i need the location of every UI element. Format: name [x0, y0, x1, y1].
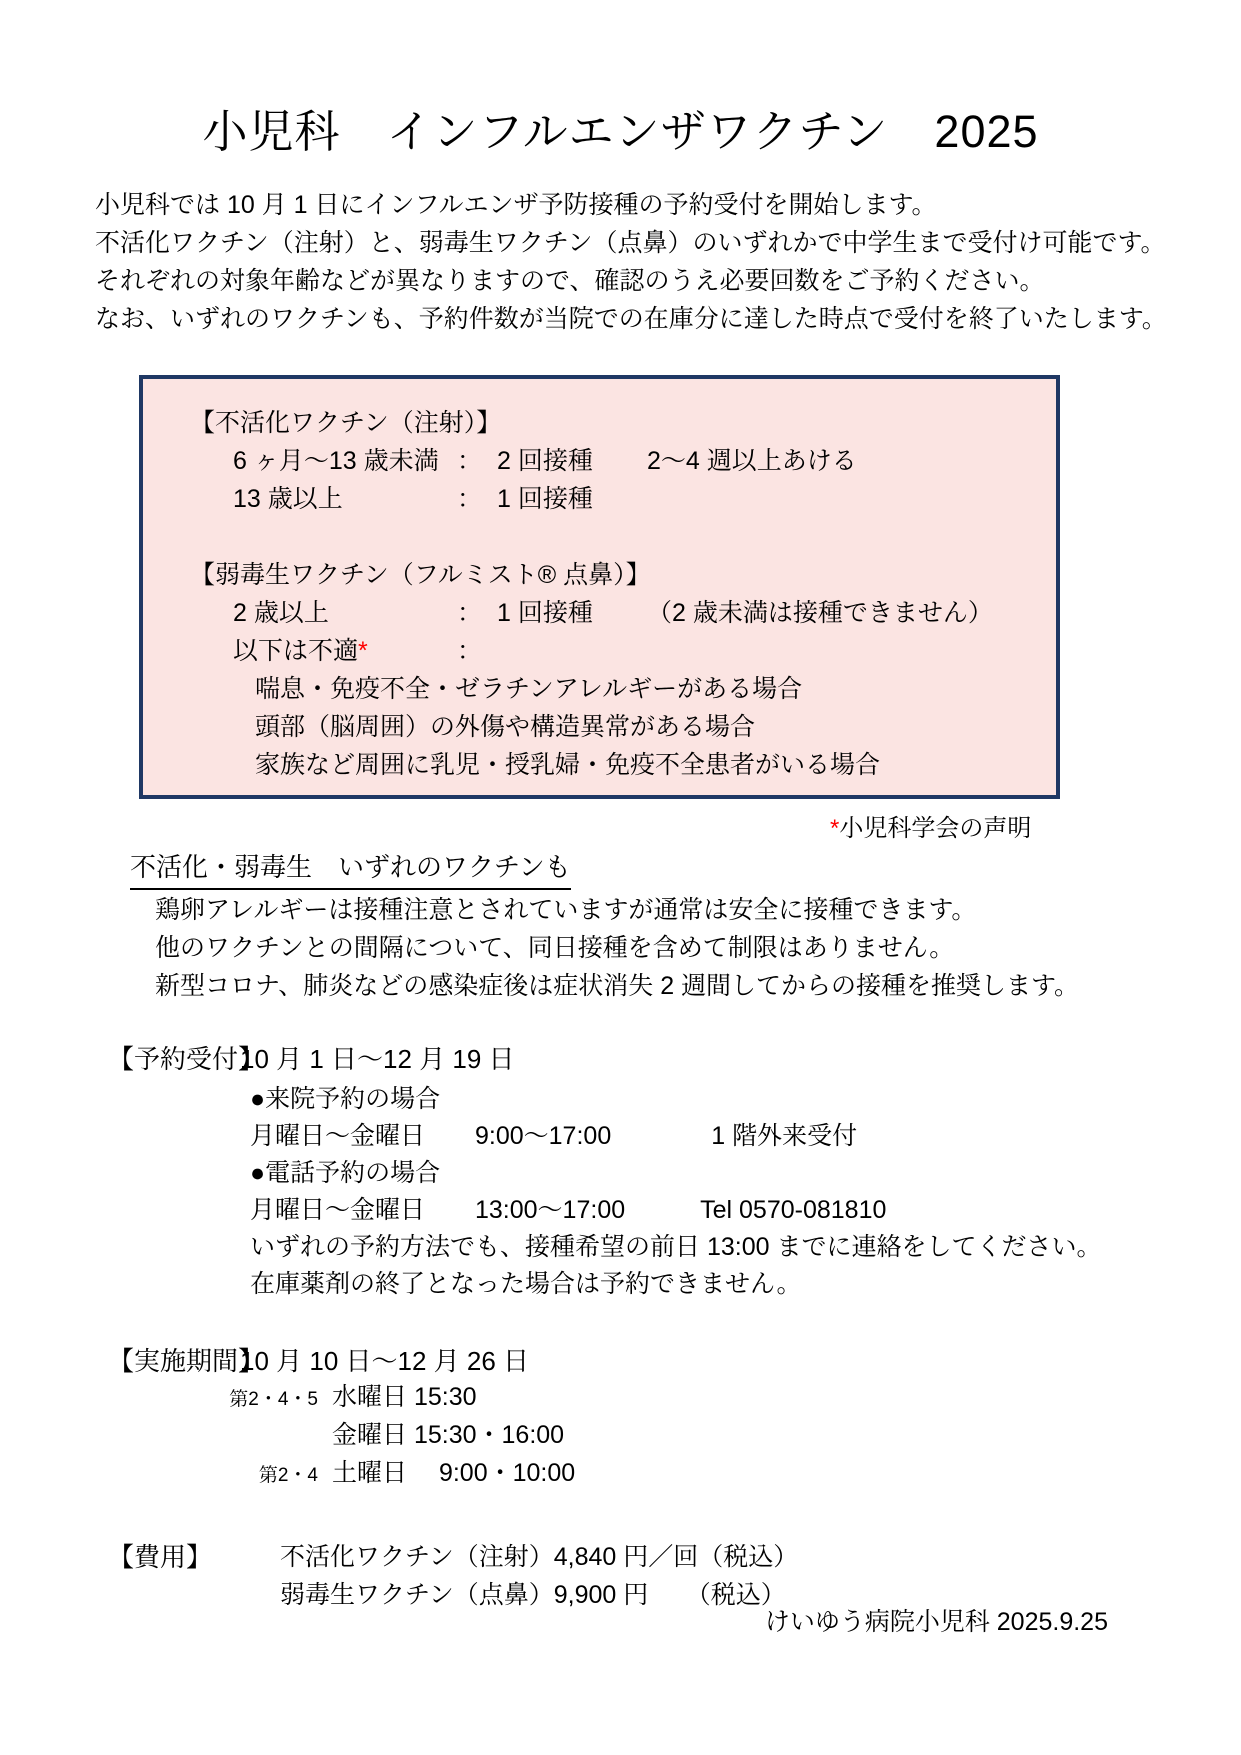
schedule-label: 【実施期間】 — [108, 1346, 265, 1376]
age-range-label: 13 歳以上 — [233, 485, 343, 513]
interval-note: 2～4 週以上あける — [647, 447, 857, 475]
dose-count: 2 回接種 — [497, 447, 593, 475]
spacer — [143, 518, 1056, 556]
contraindication-line: 家族など周囲に乳児・授乳婦・免疫不全患者がいる場合 — [255, 751, 881, 779]
intro-line: 不活化ワクチン（注射）と、弱毒生ワクチン（点鼻）のいずれかで中学生まで受付け可能です。 — [95, 229, 1166, 257]
asterisk-mark: * — [358, 637, 368, 665]
contraindication-line: 喘息・免疫不全・ゼラチンアレルギーがある場合 — [255, 675, 803, 703]
phone-reservation-hours: 月曜日～金曜日 13:00～17:00 Tel 0570-081810 — [250, 1196, 887, 1224]
intro-paragraph — [95, 186, 1167, 338]
inactivated-vaccine-heading: 【不活化ワクチン（注射）】 — [190, 409, 502, 437]
inactivated-row-under13 — [143, 442, 1056, 480]
vaccine-info-box — [139, 375, 1060, 799]
live-row-unsuitable — [143, 632, 1056, 670]
fees-lines — [280, 1538, 798, 1614]
unsuitable-label — [233, 632, 457, 670]
footer-credit: けいゆう病院小児科 2025.9.25 — [764, 1608, 1108, 1636]
schedule-rows — [108, 1378, 575, 1492]
age-range-label: 6 ヶ月～13 歳未満 — [233, 447, 439, 475]
reservation-label: 【予約受付】 — [108, 1044, 265, 1074]
age-range-label: 2 歳以上 — [233, 599, 329, 627]
contraindication-line: 頭部（脳周囲）の外傷や構造異常がある場合 — [255, 713, 756, 741]
footnote — [830, 812, 1031, 846]
unsuitable-text: 以下は不適 — [233, 637, 359, 665]
day-and-times: 金曜日 15:30・16:00 — [332, 1421, 565, 1449]
schedule-section-header — [108, 1342, 529, 1380]
reservation-deadline-note: いずれの予約方法でも、接種希望の前日 13:00 までに連絡をしてください。 — [250, 1233, 1102, 1261]
colon: ： — [457, 637, 483, 665]
colon: ： — [457, 447, 483, 475]
live-row-over2 — [143, 594, 1056, 632]
colon: ： — [457, 599, 483, 627]
schedule-row — [108, 1454, 575, 1492]
reservation-details — [250, 1081, 1101, 1303]
visit-reservation-heading: ●来院予約の場合 — [250, 1085, 441, 1113]
schedule-period: 10 月 10 日～12 月 26 日 — [240, 1346, 530, 1376]
fees-label: 【費用】 — [108, 1542, 213, 1572]
common-note-line: 鶏卵アレルギーは接種注意とされていますが通常は安全に接種できます。 — [155, 896, 977, 924]
schedule-row — [108, 1416, 575, 1454]
inactivated-row-over13 — [143, 480, 1056, 518]
common-vaccines-notes — [155, 891, 1079, 1005]
week-ordinals: 第2・4 — [258, 1465, 318, 1486]
common-note-line: 新型コロナ、肺炎などの感染症後は症状消失 2 週間してからの接種を推奨します。 — [155, 972, 1080, 1000]
fee-line-inactivated: 不活化ワクチン（注射）4,840 円／回（税込） — [280, 1543, 799, 1571]
footnote-text: 小児科学会の声明 — [839, 815, 1032, 842]
reservation-period: 10 月 1 日～12 月 19 日 — [240, 1044, 515, 1074]
dose-count: 1 回接種 — [497, 599, 593, 627]
common-note-line: 他のワクチンとの間隔について、同日接種を含めて制限はありません。 — [155, 934, 955, 962]
dose-count: 1 回接種 — [497, 485, 593, 513]
page-title: 小児科 インフルエンザワクチン 2025 — [202, 106, 1039, 157]
underlined-heading-text: 不活化・弱毒生 いずれのワクチンも — [130, 850, 571, 890]
day-and-times: 土曜日 9:00・10:00 — [332, 1459, 576, 1487]
schedule-row — [108, 1378, 575, 1416]
intro-line: それぞれの対象年齢などが異なりますので、確認のうえ必要回数をご予約ください。 — [95, 267, 1045, 295]
reservation-section-header — [108, 1040, 515, 1078]
visit-reservation-hours: 月曜日～金曜日 9:00～17:00 1 階外来受付 — [250, 1122, 858, 1150]
day-and-times: 水曜日 15:30 — [332, 1383, 477, 1411]
live-vaccine-heading: 【弱毒生ワクチン（フルミスト® 点鼻）】 — [190, 561, 651, 589]
intro-line: なお、いずれのワクチンも、予約件数が当院での在庫分に達した時点で受付を終了いたします。 — [95, 305, 1167, 333]
asterisk-mark: * — [830, 815, 840, 842]
colon: ： — [457, 485, 483, 513]
intro-line: 小児科では 10 月 1 日にインフルエンザ予防接種の予約受付を開始します。 — [95, 191, 937, 219]
fee-line-live: 弱毒生ワクチン（点鼻）9,900 円 （税込） — [280, 1581, 786, 1609]
age-limit-note: （2 歳未満は接種できません） — [647, 599, 993, 627]
week-ordinals: 第2・4・5 — [229, 1389, 318, 1410]
fees-section — [108, 1538, 798, 1614]
stock-note: 在庫薬剤の終了となった場合は予約できません。 — [250, 1270, 802, 1298]
phone-reservation-heading: ●電話予約の場合 — [250, 1159, 441, 1187]
common-vaccines-heading — [130, 850, 571, 890]
